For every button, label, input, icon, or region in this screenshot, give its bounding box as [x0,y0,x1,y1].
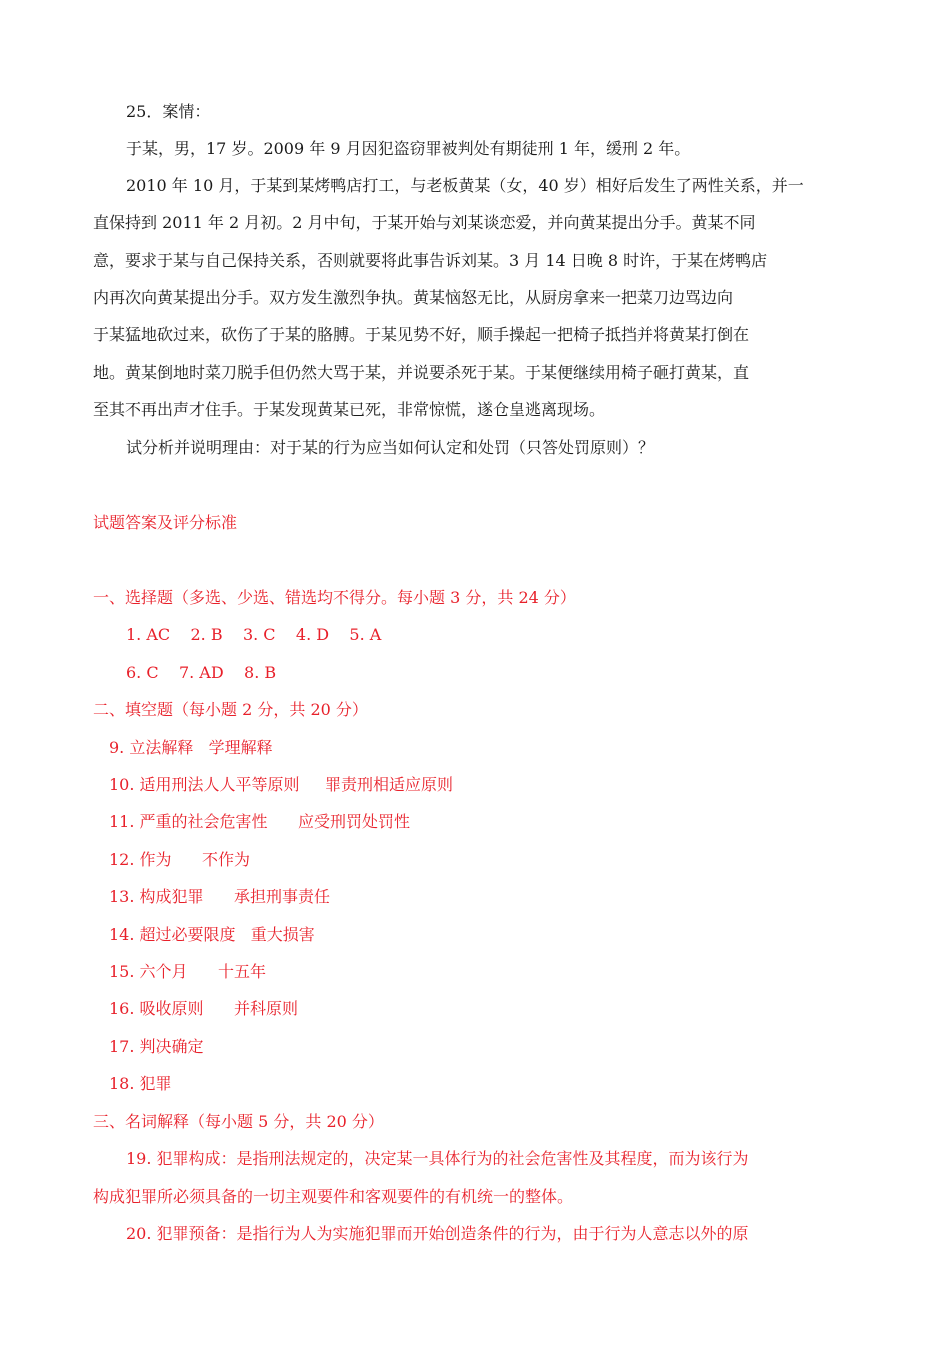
fill-in-answer: 9. 立法解释 学理解释 [109,738,273,757]
fill-in-answer: 13. 构成犯罪 承担刑事责任 [109,887,331,906]
fill-in-answer: 12. 作为 不作为 [109,850,251,869]
definition-20-line-1: 20. 犯罪预备：是指行为人为实施犯罪而开始创造条件的行为，由于行为人意志以外的原 [126,1224,749,1243]
case-text-line: 2010 年 10 月，于某到某烤鸭店打工，与老板黄某（女，40 岁）相好后发生了两性关系，并一 [126,176,804,195]
section-1-heading: 一、选择题（多选、少选、错选均不得分。每小题 3 分，共 24 分） [93,588,576,607]
fill-in-answer: 15. 六个月 十五年 [109,962,267,981]
case-text-line: 地。黄某倒地时菜刀脱手但仍然大骂于某，并说要杀死于某。于某便继续用椅子砸打黄某，直 [93,363,750,382]
case-text-line: 内再次向黄某提出分手。双方发生激烈争执。黄某恼怒无比，从厨房拿来一把菜刀边骂边向 [93,288,734,307]
choice-answers-row-2: 6. C 7. AD 8. B [126,663,277,682]
answers-title: 试题答案及评分标准 [93,513,238,532]
definition-19-line-1: 19. 犯罪构成：是指刑法规定的，决定某一具体行为的社会危害性及其程度，而为该行为 [126,1149,749,1168]
fill-in-answer: 18. 犯罪 [109,1074,172,1093]
case-text-line: 于某猛地砍过来，砍伤了于某的胳膊。于某见势不好，顺手操起一把椅子抵挡并将黄某打倒在 [93,325,750,344]
fill-in-answer: 14. 超过必要限度 重大损害 [109,925,315,944]
case-text-line: 至其不再出声才住手。于某发现黄某已死，非常惊慌，遂仓皇逃离现场。 [93,400,606,419]
fill-in-answer: 10. 适用刑法人人平等原则 罪责刑相适应原则 [109,775,453,794]
case-text-line: 直保持到 2011 年 2 月初。2 月中旬，于某开始与刘某谈恋爱，并向黄某提出分手。黄某不同 [93,213,756,232]
definition-19-line-2: 构成犯罪所必须具备的一切主观要件和客观要件的有机统一的整体。 [93,1187,574,1206]
question-25-prompt: 试分析并说明理由：对于某的行为应当如何认定和处罚（只答处罚原则）？ [126,438,655,457]
case-text-line: 意，要求于某与自己保持关系，否则就要将此事告诉刘某。3 月 14 日晚 8 时许，于某在烤鸭店 [93,251,768,270]
fill-in-answer: 17. 判决确定 [109,1037,204,1056]
section-2-heading: 二、填空题（每小题 2 分，共 20 分） [93,700,368,719]
case-text-line: 于某，男，17 岁。2009 年 9 月因犯盗窃罪被判处有期徒刑 1 年，缓刑 2 年。 [126,139,691,158]
fill-in-answer: 16. 吸收原则 并科原则 [109,999,299,1018]
fill-in-answer: 11. 严重的社会危害性 应受刑罚处罚性 [109,812,411,831]
question-25-header: 25．案情： [126,102,211,121]
section-3-heading: 三、名词解释（每小题 5 分，共 20 分） [93,1112,384,1131]
choice-answers-row-1: 1. AC 2. B 3. C 4. D 5. A [126,625,382,644]
